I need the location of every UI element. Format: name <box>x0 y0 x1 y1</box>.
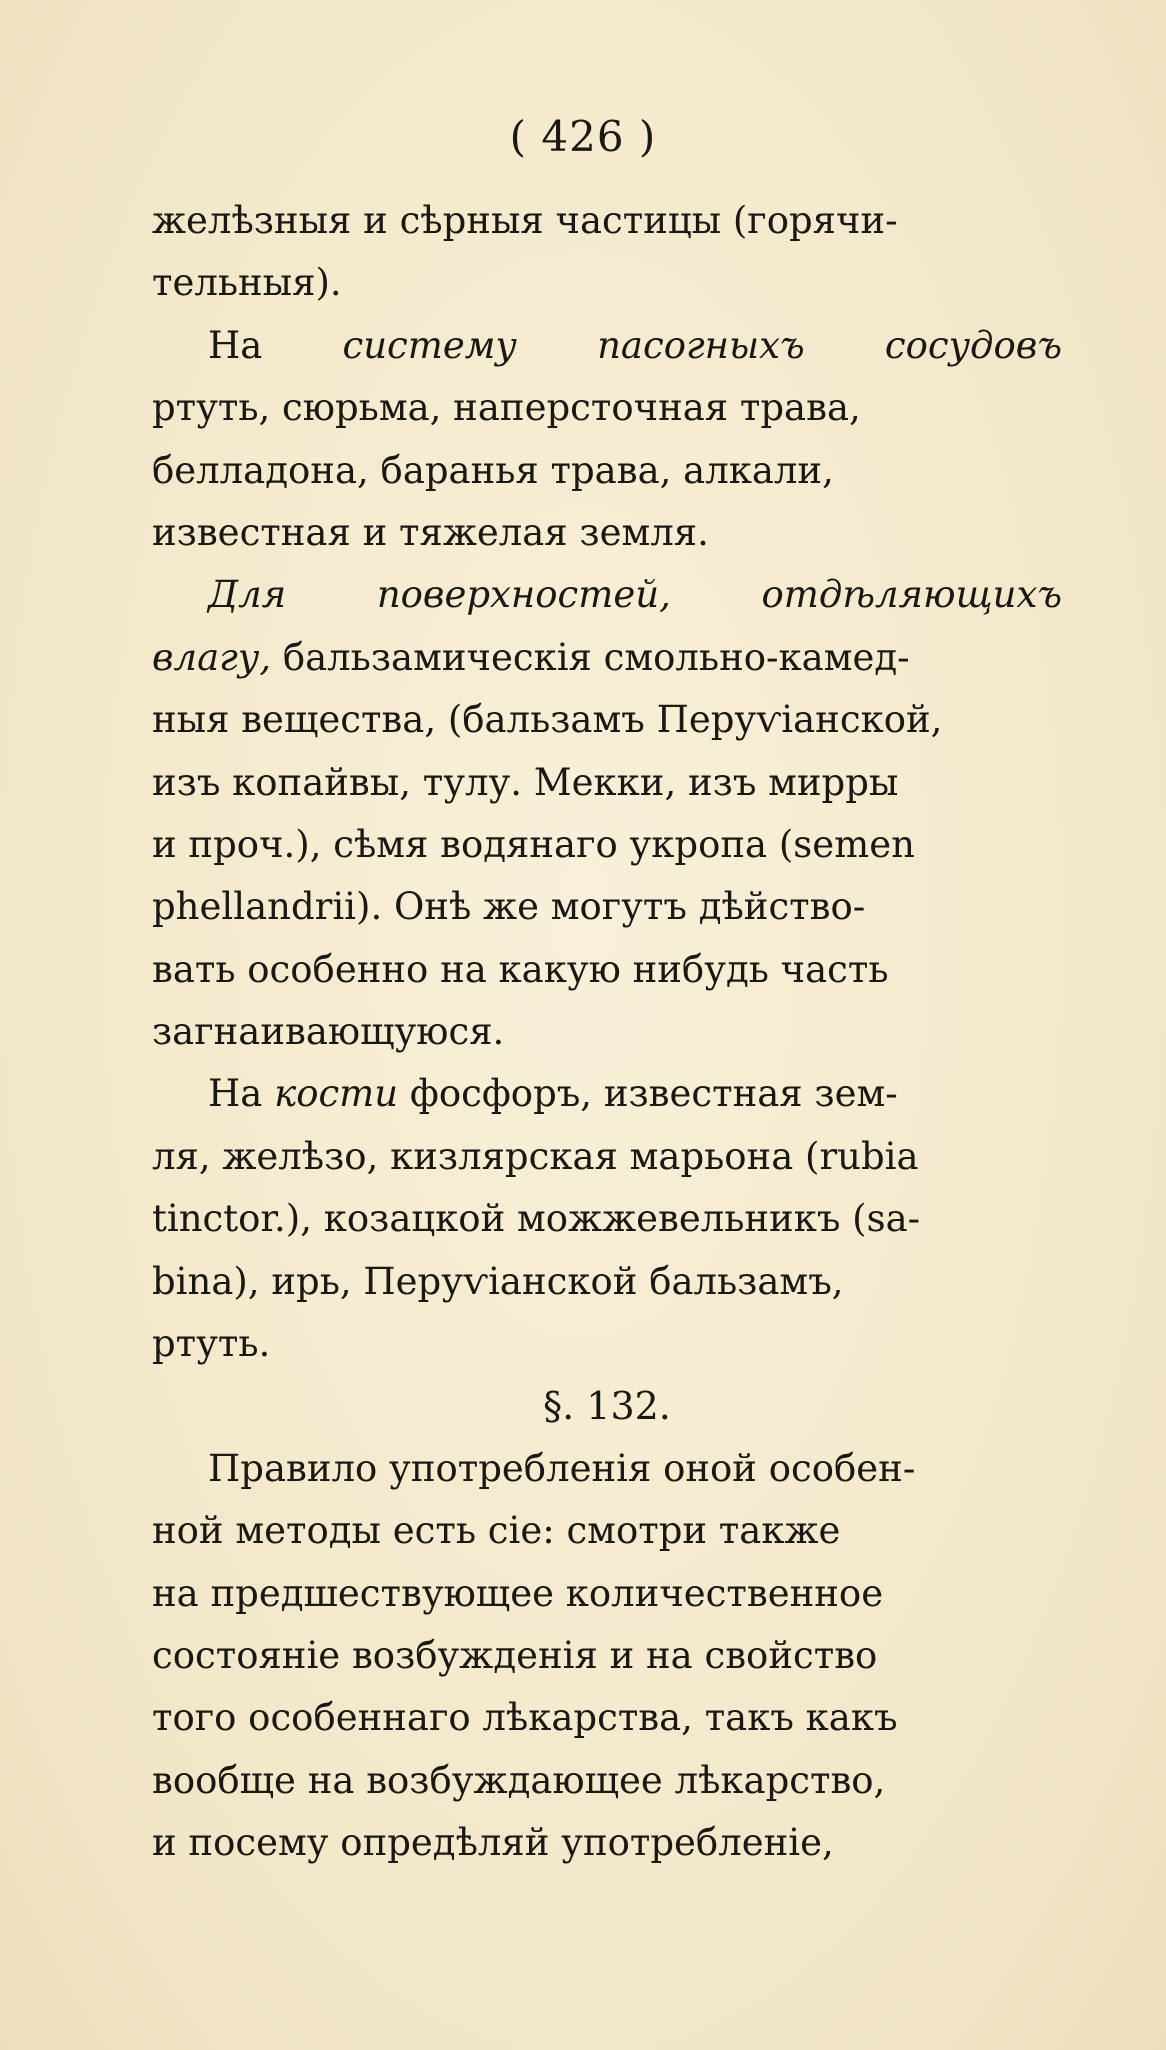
text-line: вать особенно на какую нибудь часть <box>152 947 889 991</box>
italic-term: сосудовъ <box>884 323 1062 367</box>
text-line: белладона, баранья трава, алкали, <box>152 448 834 492</box>
italic-term: пасогныхъ <box>597 323 805 367</box>
text-line: tinctor.), козацкой можжевельникъ (sa- <box>152 1197 921 1241</box>
page-body <box>152 190 1062 1875</box>
section-heading: §. 132. <box>543 1384 671 1429</box>
text-line: на предшествующее количественное <box>152 1571 884 1615</box>
text-line: загнаивающуюся. <box>152 1010 505 1054</box>
text-line-content: желѣзныя и сѣрныя частицы (горячи- <box>152 199 898 242</box>
text-line <box>152 627 1062 689</box>
italic-term: Для <box>208 573 287 617</box>
text-line: известная и тяжелая земля. <box>152 510 709 554</box>
text-line: ртуть. <box>152 1322 271 1366</box>
text-line-content: бальзамическія смольно-камед- <box>282 635 910 679</box>
italic-term: отдѣляющихъ <box>761 573 1062 617</box>
text-line <box>152 564 1062 626</box>
text-line: ля, желѣзо, кизлярская марьона (rubia <box>152 1134 919 1178</box>
text-word: На <box>208 323 263 367</box>
text-line: Правило употребленія оной особен- <box>208 1446 916 1490</box>
text-line: ныя вещества, (бальзамъ Перуѵіанской, <box>152 698 943 742</box>
text-line: и посему опредѣляй употребленіе, <box>152 1821 834 1865</box>
text-line: и проч.), сѣмя водянаго укропа (semen <box>152 822 915 866</box>
italic-term: систему <box>342 323 517 367</box>
text-line: вообще на возбуждающее лѣкарство, <box>152 1758 886 1802</box>
text-line: того особеннаго лѣкарства, такъ какъ <box>152 1696 898 1740</box>
text-line <box>152 315 1062 377</box>
text-line: состояніе возбужденія и на свойство <box>152 1633 878 1677</box>
text-line: bina), ирь, Перуѵіанской бальзамъ, <box>152 1259 844 1303</box>
text-word: На <box>208 1072 263 1116</box>
text-line: ной методы есть сіе: смотри также <box>152 1509 841 1553</box>
text-line <box>152 1063 1062 1125</box>
text-line-content: фосфоръ, известная зем- <box>409 1072 898 1116</box>
italic-term: кости <box>274 1072 399 1116</box>
text-line <box>152 190 1062 252</box>
page-number-header: ( 426 ) <box>509 112 657 161</box>
text-line: тельныя). <box>152 261 342 305</box>
italic-term: влагу, <box>152 635 272 679</box>
text-line: изъ копайвы, тулу. Мекки, изъ мирры <box>152 760 899 804</box>
text-line: phellandrii). Онѣ же могутъ дѣйство- <box>152 885 866 929</box>
text-line: ртуть, сюрьма, наперсточная трава, <box>152 386 861 430</box>
italic-term: поверхностей, <box>376 573 671 617</box>
